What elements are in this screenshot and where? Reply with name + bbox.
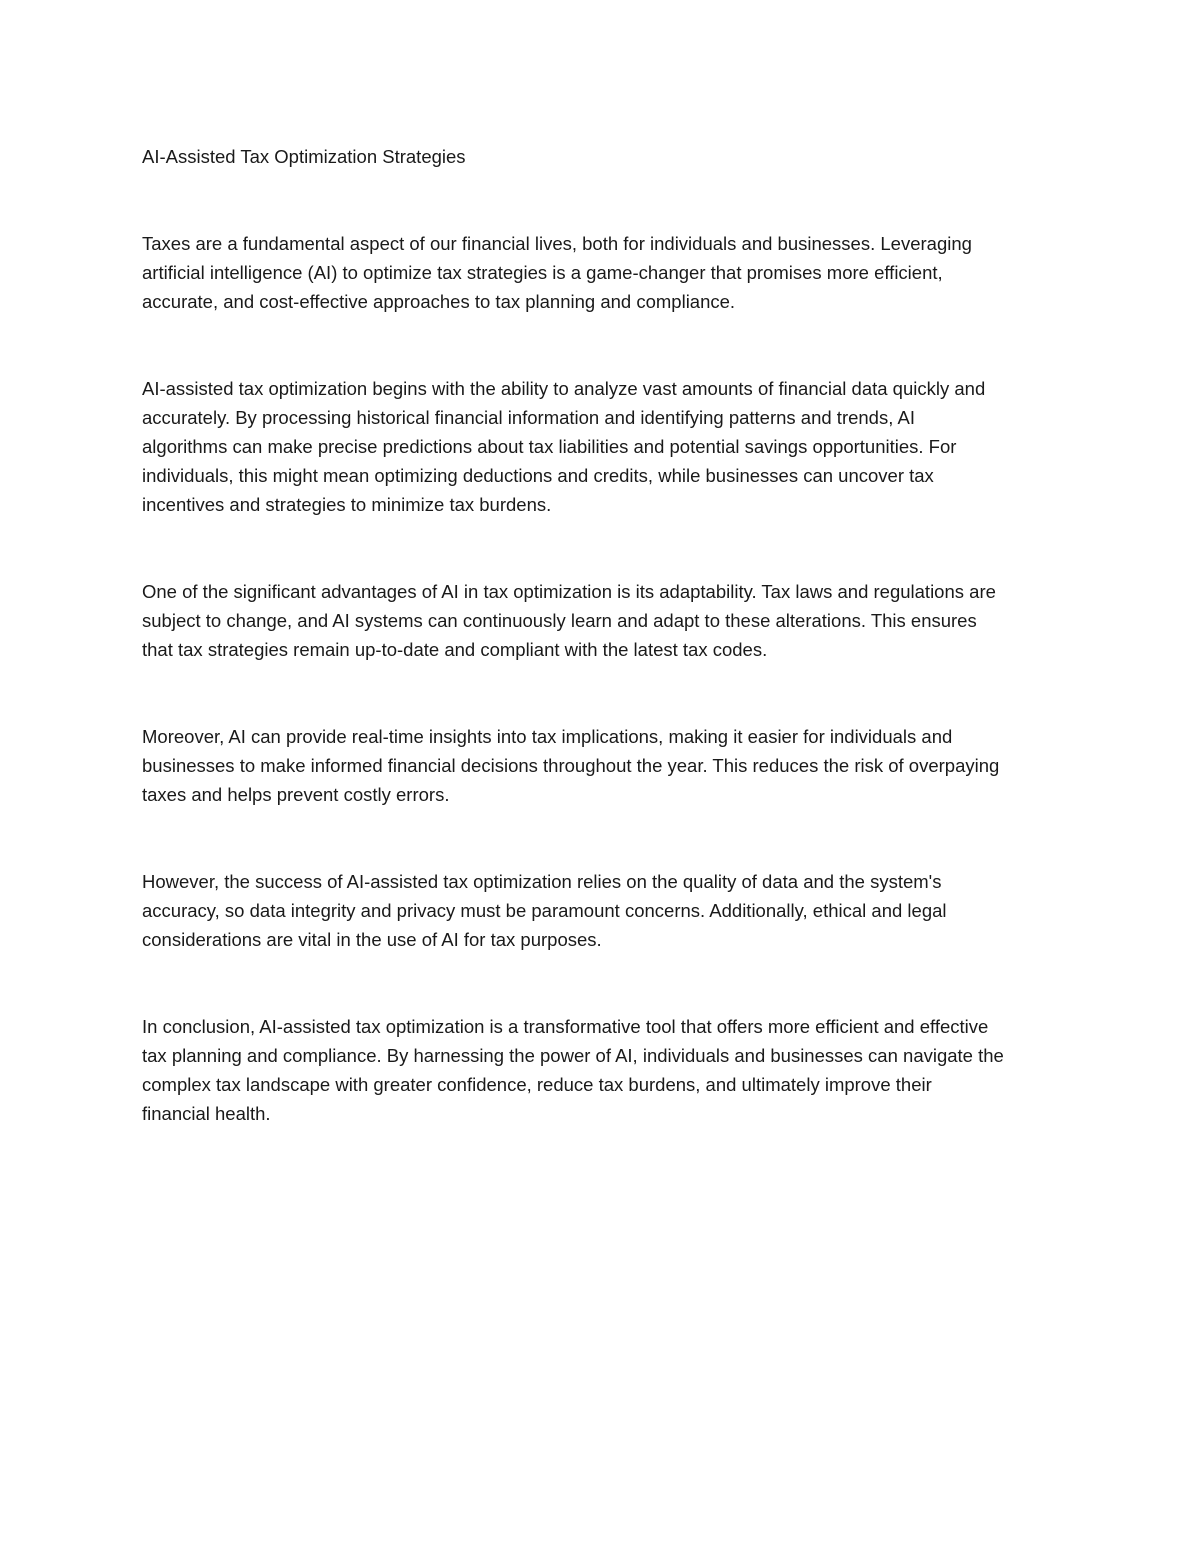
paragraph-line: individuals, this might mean optimizing deductions and credits, while businesses can uncover tax	[142, 465, 934, 486]
paragraph-line: accuracy, so data integrity and privacy must be paramount concerns. Additionally, ethical and legal	[142, 900, 947, 921]
paragraph-real-time-insights	[142, 722, 1062, 809]
paragraph-line: Taxes are a fundamental aspect of our financial lives, both for individuals and businesses. Leveraging	[142, 233, 972, 254]
paragraph-data-quality	[142, 867, 1062, 954]
paragraph-line: One of the significant advantages of AI in tax optimization is its adaptability. Tax laws and regulations are	[142, 581, 996, 602]
paragraph-line: AI-assisted tax optimization begins with the ability to analyze vast amounts of financial data quickly and	[142, 378, 986, 399]
paragraph-line: financial health.	[142, 1103, 271, 1124]
paragraph-line: considerations are vital in the use of AI for tax purposes.	[142, 929, 602, 950]
paragraph-data-analysis	[142, 374, 1062, 519]
paragraph-line: taxes and helps prevent costly errors.	[142, 784, 450, 805]
paragraph-adaptability	[142, 577, 1062, 664]
paragraph-line: However, the success of AI-assisted tax optimization relies on the quality of data and the system's	[142, 871, 942, 892]
paragraph-line: complex tax landscape with greater confidence, reduce tax burdens, and ultimately improve their	[142, 1074, 932, 1095]
paragraph-line: accurately. By processing historical financial information and identifying patterns and trends, AI	[142, 407, 915, 428]
paragraph-line: Moreover, AI can provide real-time insights into tax implications, making it easier for individuals and	[142, 726, 953, 747]
document-body	[142, 142, 1062, 1186]
paragraph-conclusion	[142, 1012, 1062, 1128]
document-title: AI-Assisted Tax Optimization Strategies	[142, 146, 466, 167]
paragraph-line: artificial intelligence (AI) to optimize tax strategies is a game-changer that promises more efficient,	[142, 262, 943, 283]
paragraph-line: algorithms can make precise predictions about tax liabilities and potential savings opportunities. For	[142, 436, 957, 457]
paragraph-intro	[142, 229, 1062, 316]
paragraph-line: that tax strategies remain up-to-date and compliant with the latest tax codes.	[142, 639, 768, 660]
paragraph-line: accurate, and cost-effective approaches to tax planning and compliance.	[142, 291, 736, 312]
paragraph-line: subject to change, and AI systems can continuously learn and adapt to these alterations. This ensures	[142, 610, 977, 631]
paragraph-line: businesses to make informed financial decisions throughout the year. This reduces the risk of overpaying	[142, 755, 1000, 776]
paragraph-line: incentives and strategies to minimize tax burdens.	[142, 494, 552, 515]
paragraph-line: In conclusion, AI-assisted tax optimization is a transformative tool that offers more efficient and effective	[142, 1016, 989, 1037]
paragraph-line: tax planning and compliance. By harnessing the power of AI, individuals and businesses can navigate the	[142, 1045, 1004, 1066]
